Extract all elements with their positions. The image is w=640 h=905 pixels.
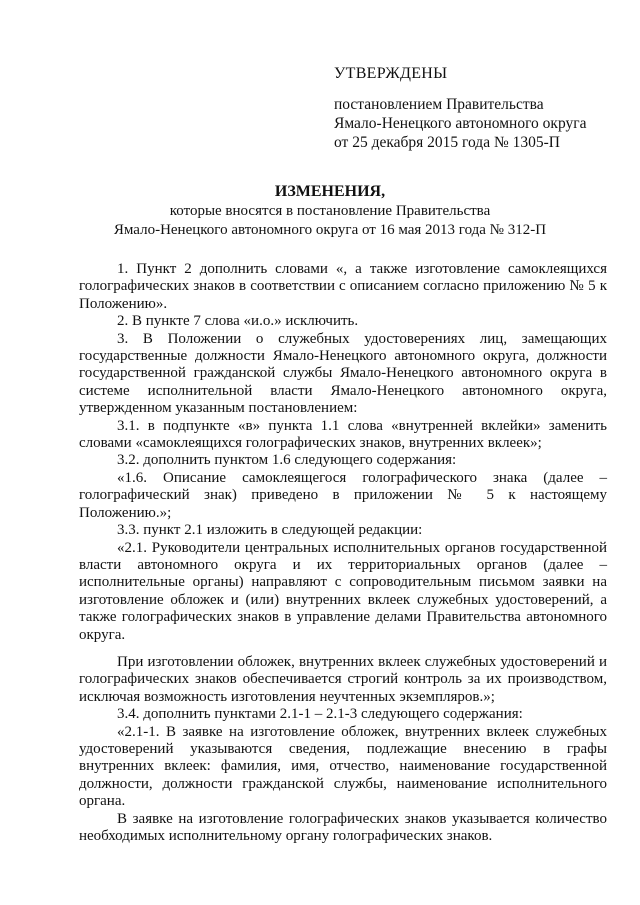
paragraph-2-1-quote: «2.1. Руководители центральных исполнительных органов государственной власти автономного округа и их территориальных органов (далее – исполнительные органы) направляют с сопроводительным письмом заявки на изготовление обложек и (или) внутренних вклеек служебных удостоверений, а также голографических знаков в управление делами Правительства автономного округа. xyxy=(79,539,607,643)
paragraph-1-6-quote: «1.6. Описание самоклеящегося голографического знака (далее – голографический знак) приведено в приложении № 5 к настоящему Положению.»; xyxy=(79,469,607,521)
paragraph-production-control: При изготовлении обложек, внутренних вклеек служебных удостоверений и голографических знаков обеспечивается строгий контроль за их производством, исключая возможность изготовления неучтенных экземпляров.»; xyxy=(79,653,607,705)
paragraph-3-2: 3.2. дополнить пунктом 1.6 следующего содержания: xyxy=(117,452,457,469)
heading-subtitle-line: Ямало-Ненецкого автономного округа от 16 мая 2013 года № 312-П xyxy=(113,222,547,238)
approval-line: постановлением Правительства xyxy=(334,96,544,113)
document-body xyxy=(79,261,607,845)
paragraph-hologram-request: В заявке на изготовление голографических знаков указывается количество необходимых исполнительному органу голографических знаков. xyxy=(79,810,607,844)
document-heading xyxy=(60,182,600,240)
paragraph-1: 1. Пункт 2 дополнить словами «, а также изготовление самоклеящихся голографических знаков в соответствии с описанием согласно приложению № 5 к Положению». xyxy=(79,261,607,312)
approval-stamp xyxy=(334,64,586,152)
paragraph-3-4: 3.4. дополнить пунктами 2.1-1 – 2.1-3 следующего содержания: xyxy=(117,706,523,723)
paragraph-3-1: 3.1. в подпункте «в» пункта 1.1 слова «внутренней вклейки» заменить словами «самоклеящихся голографических знаков, внутренних вклеек»; xyxy=(79,417,607,452)
approval-line: от 25 декабря 2015 года № 1305-П xyxy=(334,134,560,151)
paragraph-2: 2. В пункте 7 слова «и.о.» исключить. xyxy=(117,313,359,330)
heading-subtitle-line: которые вносятся в постановление Правительства xyxy=(169,203,491,219)
approval-title: УТВЕРЖДЕНЫ xyxy=(334,65,448,82)
paragraph-3: 3. В Положении о служебных удостоверениях лиц, замещающих государственные должности Ямало-Ненецкого автономного округа, должности государственной гражданской службы Ямало-Ненецкого автономного округа в системе исполнительной власти Ямало-Ненецкого автономного округа, утвержденном указанным постановлением: xyxy=(79,330,607,417)
approval-line: Ямало-Ненецкого автономного округа xyxy=(334,115,587,132)
paragraph-3-3: 3.3. пункт 2.1 изложить в следующей редакции: xyxy=(117,522,423,539)
paragraph-2-1-1-quote: «2.1-1. В заявке на изготовление обложек, внутренних вклеек служебных удостоверений указываются сведения, подлежащие внесению в графы внутренних вклеек: фамилия, имя, отчество, наименование государственной должности, должности гражданской службы, наименование исполнительного органа. xyxy=(79,723,607,810)
heading-title: ИЗМЕНЕНИЯ, xyxy=(274,183,386,200)
